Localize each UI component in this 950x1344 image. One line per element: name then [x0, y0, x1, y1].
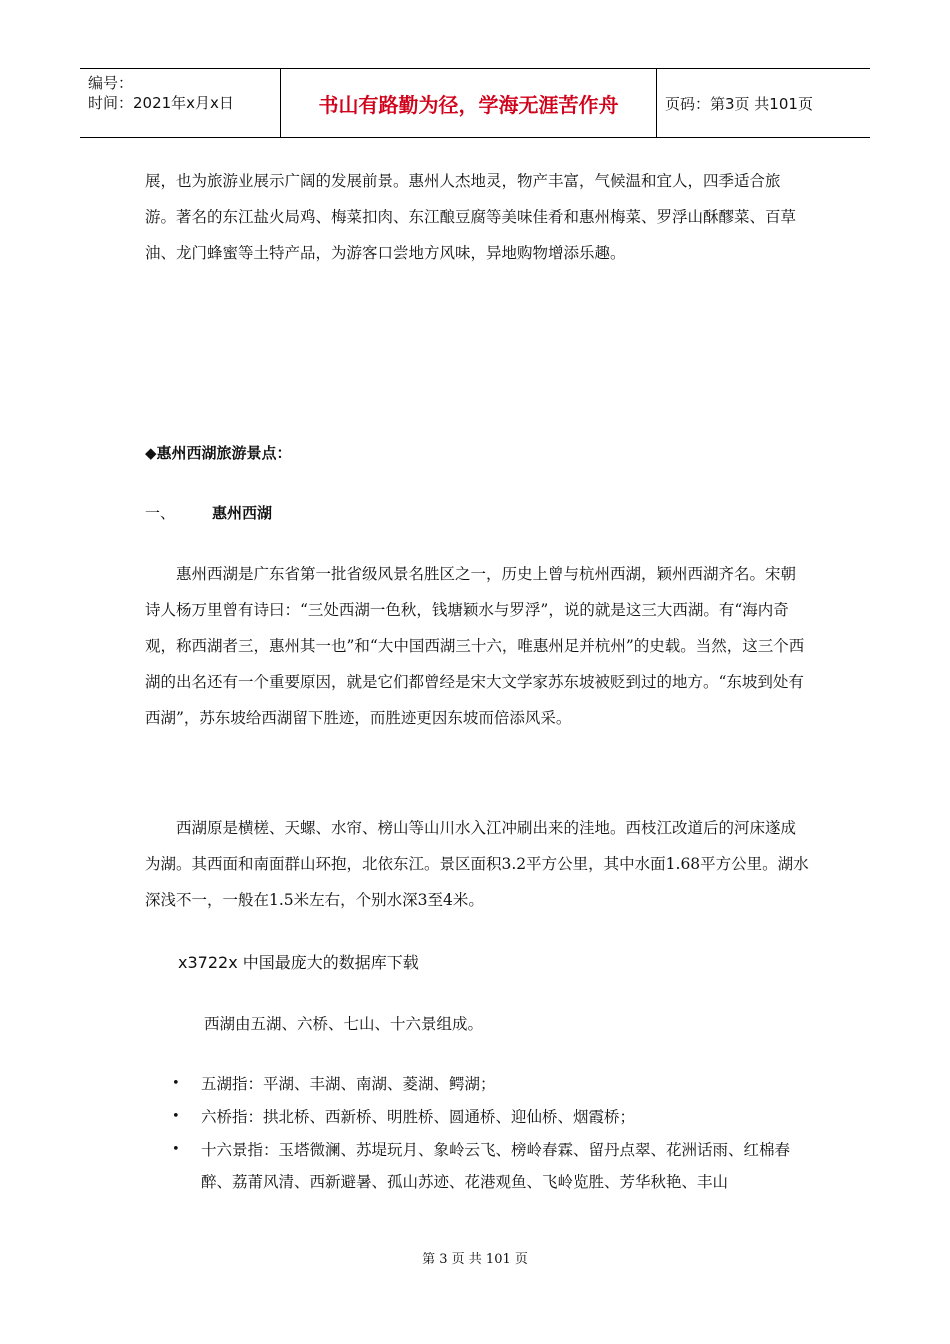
list-item-text: 六桥指：拱北桥、西新桥、明胜桥、圆通桥、迎仙桥、烟霞桥； — [201, 1108, 636, 1126]
sub-heading-number: 一、 — [145, 504, 176, 522]
watermark-text: x3722x 中国最庞大的数据库下载 — [178, 953, 419, 972]
code-label: 编号： — [88, 74, 134, 92]
composition-sentence: 西湖由五湖、六桥、七山、十六景组成。 — [204, 1015, 484, 1033]
feature-list — [170, 1068, 810, 1199]
list-item — [170, 1101, 810, 1133]
list-item — [170, 1068, 810, 1100]
sub-heading-title: 惠州西湖 — [212, 504, 273, 522]
page-header — [80, 68, 870, 138]
header-motto: 书山有路勤为径，学海无涯苦作舟 — [281, 69, 657, 137]
bullet-icon: • — [172, 1109, 180, 1124]
paragraph-west-lake-history: 惠州西湖是广东省第一批省级风景名胜区之一，历史上曾与杭州西湖，颖州西湖齐名。宋朝诗人杨万里曾有诗曰：“三处西湖一色秋，钱塘颖水与罗浮”，说的就是这三大西湖。有“海内奇观，称西湖者三，惠州其一也”和“大中国西湖三十六，唯惠州足并杭州”的史载。当然，这三个西湖的出名还有一个重要原因，就是它们都曾经是宋大文学家苏东坡被贬到过的地方。“东坡到处有西湖”，苏东坡给西湖留下胜迹，而胜迹更因东坡而倍添风采。 — [145, 565, 805, 727]
header-meta — [80, 69, 281, 137]
bullet-icon: • — [172, 1142, 180, 1157]
sub-heading — [145, 502, 272, 523]
paragraph-west-lake-geography: 西湖原是横槎、天螺、水帘、榜山等山川水入江冲刷出来的洼地。西枝江改道后的河床遂成为湖。其西面和南面群山环抱，北依东江。景区面积3.2平方公里，其中水面1.68平方公里。湖水深浅不一，一般在1.5米左右，个别水深3至4米。 — [145, 819, 809, 909]
header-page-info: 页码：第3页 共101页 — [665, 94, 813, 113]
list-item-text: 十六景指：玉塔微澜、苏堤玩月、象岭云飞、榜岭春霖、留丹点翠、花洲话雨、红棉春醉、荔莆风清、西新避暑、孤山苏迹、花港观鱼、飞岭览胜、芳华秋艳、丰山 — [201, 1141, 791, 1191]
time-label: 时间：2021年x月x日 — [88, 94, 234, 112]
list-item — [170, 1134, 810, 1198]
list-item-text: 五湖指：平湖、丰湖、南湖、菱湖、鳄湖； — [201, 1075, 496, 1093]
section-heading: ◆惠州西湖旅游景点： — [145, 444, 292, 462]
page-footer: 第 3 页 共 101 页 — [422, 1252, 528, 1267]
intro-paragraph: 展，也为旅游业展示广阔的发展前景。惠州人杰地灵，物产丰富，气候温和宜人，四季适合旅游。著名的东江盐火局鸡、梅菜扣肉、东江酿豆腐等美味佳肴和惠州梅菜、罗浮山酥醪菜、百草油、龙门蜂蜜等土特产品，为游客口尝地方风味，异地购物增添乐趣。 — [145, 172, 797, 262]
bullet-icon: • — [172, 1076, 180, 1091]
